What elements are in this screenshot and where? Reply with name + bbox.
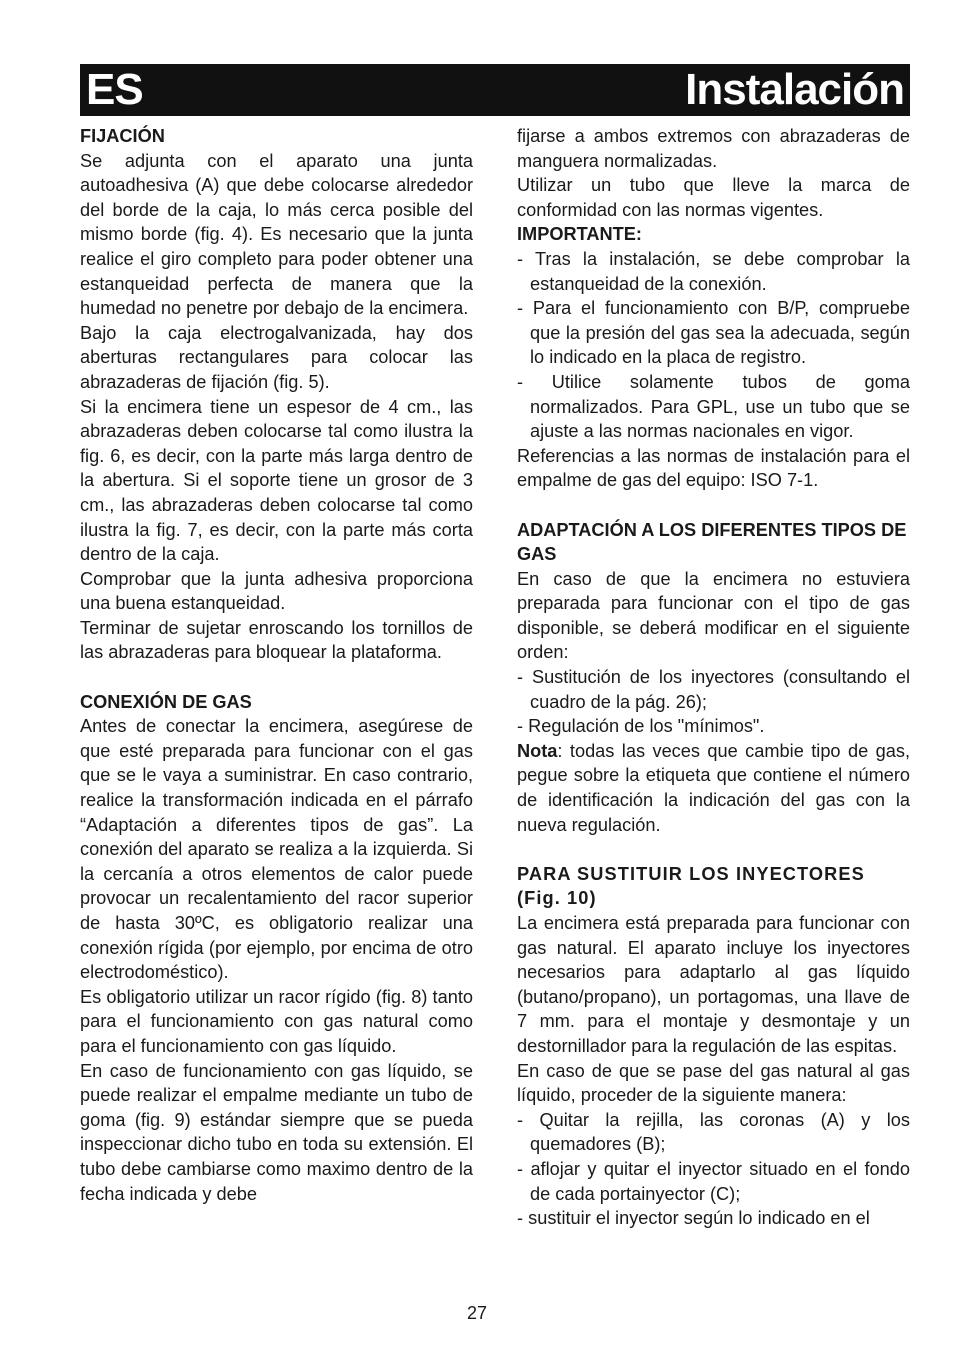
list-item: - Tras la instalación, se debe comprobar la estanqueidad de la conexión. — [517, 248, 910, 294]
section-heading-importante: IMPORTANTE: — [517, 224, 642, 245]
list-item: - Sustitución de los inyectores (consultando el cuadro de la pág. 26); — [517, 667, 910, 712]
paragraph: Antes de conectar la encimera, asegúrese de que esté preparada para funcionar con el gas que se le vaya a suministrar. En caso contrario, realice la transformación indicada en el párrafo “Adaptación a diferentes tipos de gas”. La conexión del aparato se realiza a la izquierda. Si la cercanía a otros elementos de calor puede provocar un recalentamiento del racor superior de hasta 30ºC, es obligatorio realizar una conexión rígida (por ejemplo, por encima de otro electrodoméstico). — [80, 716, 473, 983]
section-heading-fijacion: FIJACIÓN — [80, 126, 165, 146]
paragraph: Si la encimera tiene un espesor de 4 cm., las abrazaderas deben colocarse tal como ilustra la fig. 6, es decir, con la parte más larga dentro de la abertura. Si el soporte tiene un grosor de 3 cm., las abrazaderas deben colocarse tal como ilustra la fig. 7, es decir, con la parte más corta dentro de la caja. — [80, 396, 473, 565]
list-item: - aflojar y quitar el inyector situado en el fondo de cada portainyector (C); — [517, 1158, 910, 1204]
page-number: 27 — [466, 1303, 488, 1323]
language-code: ES — [86, 65, 143, 114]
paragraph: fijarse a ambos extremos con abrazaderas de manguera normalizadas. — [517, 126, 910, 171]
paragraph: En caso de que la encimera no estuviera preparada para funcionar con el tipo de gas disponible, se deberá modificar en el siguiente orden: — [517, 568, 910, 663]
list-item: - Utilice solamente tubos de goma normalizados. Para GPL, use un tubo que se ajuste a las normas nacionales en vigor. — [517, 371, 910, 442]
note-text: : todas las veces que cambie tipo de gas, pegue sobre la etiqueta que contiene el número de identificación la indicación del gas con la nueva regulación. — [517, 740, 910, 835]
paragraph: Es obligatorio utilizar un racor rígido (fig. 8) tanto para el funcionamiento con gas natural como para el funcionamiento con gas líquido. — [80, 986, 473, 1056]
paragraph: Terminar de sujetar enroscando los tornillos de las abrazaderas para bloquear la plataforma. — [80, 617, 473, 663]
paragraph: Bajo la caja electrogalvanizada, hay dos aberturas rectangulares para colocar las abrazaderas de fijación (fig. 5). — [80, 322, 473, 392]
list-item: - Para el funcionamiento con B/P, compruebe que la presión del gas sea la adecuada, según lo indicado en la placa de registro. — [517, 298, 910, 368]
section-heading-adaptacion: ADAPTACIÓN A LOS DIFERENTES TIPOS DE GAS — [517, 519, 907, 565]
note-paragraph — [517, 739, 910, 837]
section-heading-sustituir: PARA SUSTITUIR LOS INYECTORES (Fig. 10) — [517, 863, 865, 909]
paragraph: Referencias a las normas de instalación para el empalme de gas del equipo: ISO 7-1. — [517, 445, 910, 491]
section-header-bar — [80, 64, 910, 116]
right-column — [517, 124, 910, 1231]
paragraph: Se adjunta con el aparato una junta autoadhesiva (A) que debe colocarse alrededor del borde de la caja, lo más cerca posible del mismo borde (fig. 4). Es necesario que la junta realice el giro completo para poder obtener una estanqueidad perfecta de manera que la humedad no penetre por debajo de la encimera. — [80, 150, 473, 319]
list-item: - Regulación de los "mínimos". — [517, 716, 765, 737]
page-title: Instalación — [685, 65, 904, 114]
paragraph: En caso de que se pase del gas natural al gas líquido, proceder de la siguiente manera: — [517, 1060, 910, 1106]
list-item: - Quitar la rejilla, las coronas (A) y los quemadores (B); — [517, 1109, 910, 1155]
list-item: - sustituir el inyector según lo indicado en el — [517, 1208, 870, 1229]
paragraph: Comprobar que la junta adhesiva proporciona una buena estanqueidad. — [80, 568, 473, 614]
left-column — [80, 124, 473, 1206]
paragraph: Utilizar un tubo que lleve la marca de conformidad con las normas vigentes. — [517, 175, 910, 220]
paragraph: La encimera está preparada para funcionar con gas natural. El aparato incluye los inyectores necesarios para adaptarlo al gas líquido (butano/propano), un portagomas, una llave de 7 mm. para el montaje y desmontaje y un destornillador para la regulación de las espitas. — [517, 913, 910, 1056]
paragraph: En caso de funcionamiento con gas líquido, se puede realizar el empalme mediante un tubo de goma (fig. 9) estándar siempre que se pueda inspeccionar dicho tubo en toda su extensión. El tubo debe cambiarse como maximo dentro de la fecha indicada y debe — [80, 1060, 473, 1204]
note-label: Nota — [517, 740, 558, 761]
section-heading-conexion: CONEXIÓN DE GAS — [80, 691, 252, 712]
